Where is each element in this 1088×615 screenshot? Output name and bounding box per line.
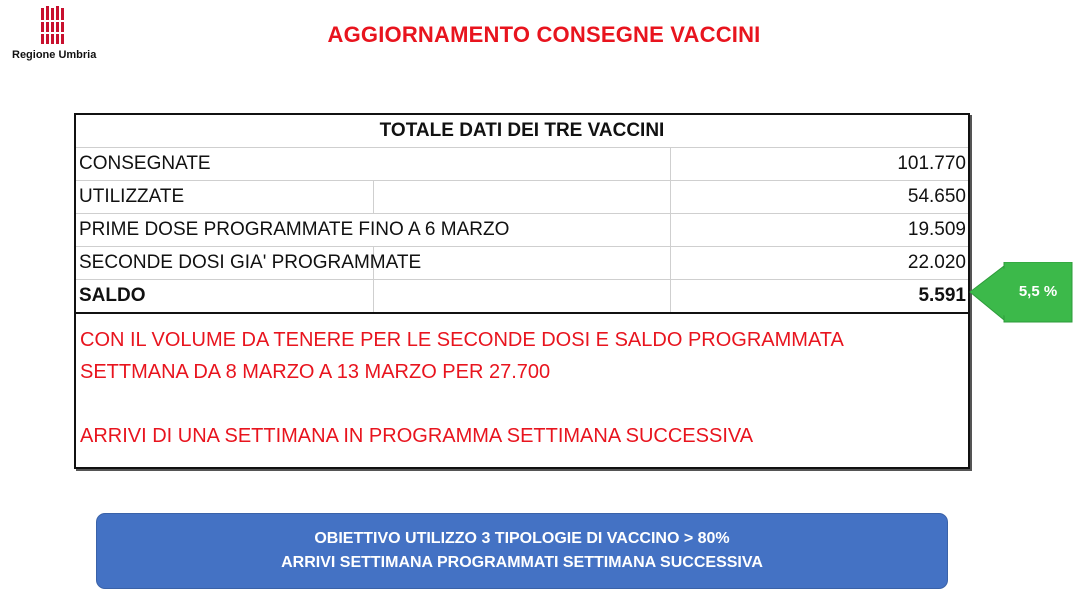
logo-text: Regione Umbria bbox=[12, 49, 97, 61]
banner-line-2: ARRIVI SETTIMANA PROGRAMMATI SETTIMANA SUCCESSIVA bbox=[281, 554, 763, 571]
table-total-row bbox=[76, 280, 968, 314]
row-empty-cell bbox=[373, 280, 670, 314]
table-row bbox=[76, 148, 968, 181]
row-value: 19.509 bbox=[671, 214, 968, 247]
summary-panel bbox=[74, 113, 970, 469]
table-heading: TOTALE DATI DEI TRE VACCINI bbox=[76, 115, 968, 148]
table-row bbox=[76, 214, 968, 247]
total-label: SALDO bbox=[76, 280, 373, 314]
row-value: 22.020 bbox=[671, 247, 968, 280]
objective-banner bbox=[96, 513, 948, 589]
banner-line-1: OBIETTIVO UTILIZZO 3 TIPOLOGIE DI VACCINO > 80% bbox=[314, 530, 730, 547]
note-line-2: SETTMANA DA 8 MARZO A 13 MARZO PER 27.700 bbox=[80, 361, 551, 383]
totals-table bbox=[76, 115, 968, 314]
row-empty-cell bbox=[373, 181, 670, 214]
percentage-callout bbox=[968, 262, 1076, 324]
table-row bbox=[76, 181, 968, 214]
total-value: 5.591 bbox=[671, 280, 968, 314]
table-row bbox=[76, 247, 968, 280]
row-label: SECONDE DOSI GIA' PROGRAMMATE bbox=[76, 247, 373, 280]
row-label: CONSEGNATE bbox=[76, 148, 671, 181]
table-heading-row bbox=[76, 115, 968, 148]
callout-label: 5,5 % bbox=[1018, 283, 1058, 300]
page-title: AGGIORNAMENTO CONSEGNE VACCINI bbox=[327, 22, 761, 47]
note-line-3: ARRIVI DI UNA SETTIMANA IN PROGRAMMA SETTIMANA SUCCESSIVA bbox=[80, 425, 754, 447]
row-label: PRIME DOSE PROGRAMMATE FINO A 6 MARZO bbox=[76, 214, 671, 247]
row-value: 54.650 bbox=[671, 181, 968, 214]
row-label: UTILIZZATE bbox=[76, 181, 373, 214]
note-line-1: CON IL VOLUME DA TENERE PER LE SECONDE DOSI E SALDO PROGRAMMATA bbox=[80, 329, 844, 351]
row-value: 101.770 bbox=[671, 148, 968, 181]
